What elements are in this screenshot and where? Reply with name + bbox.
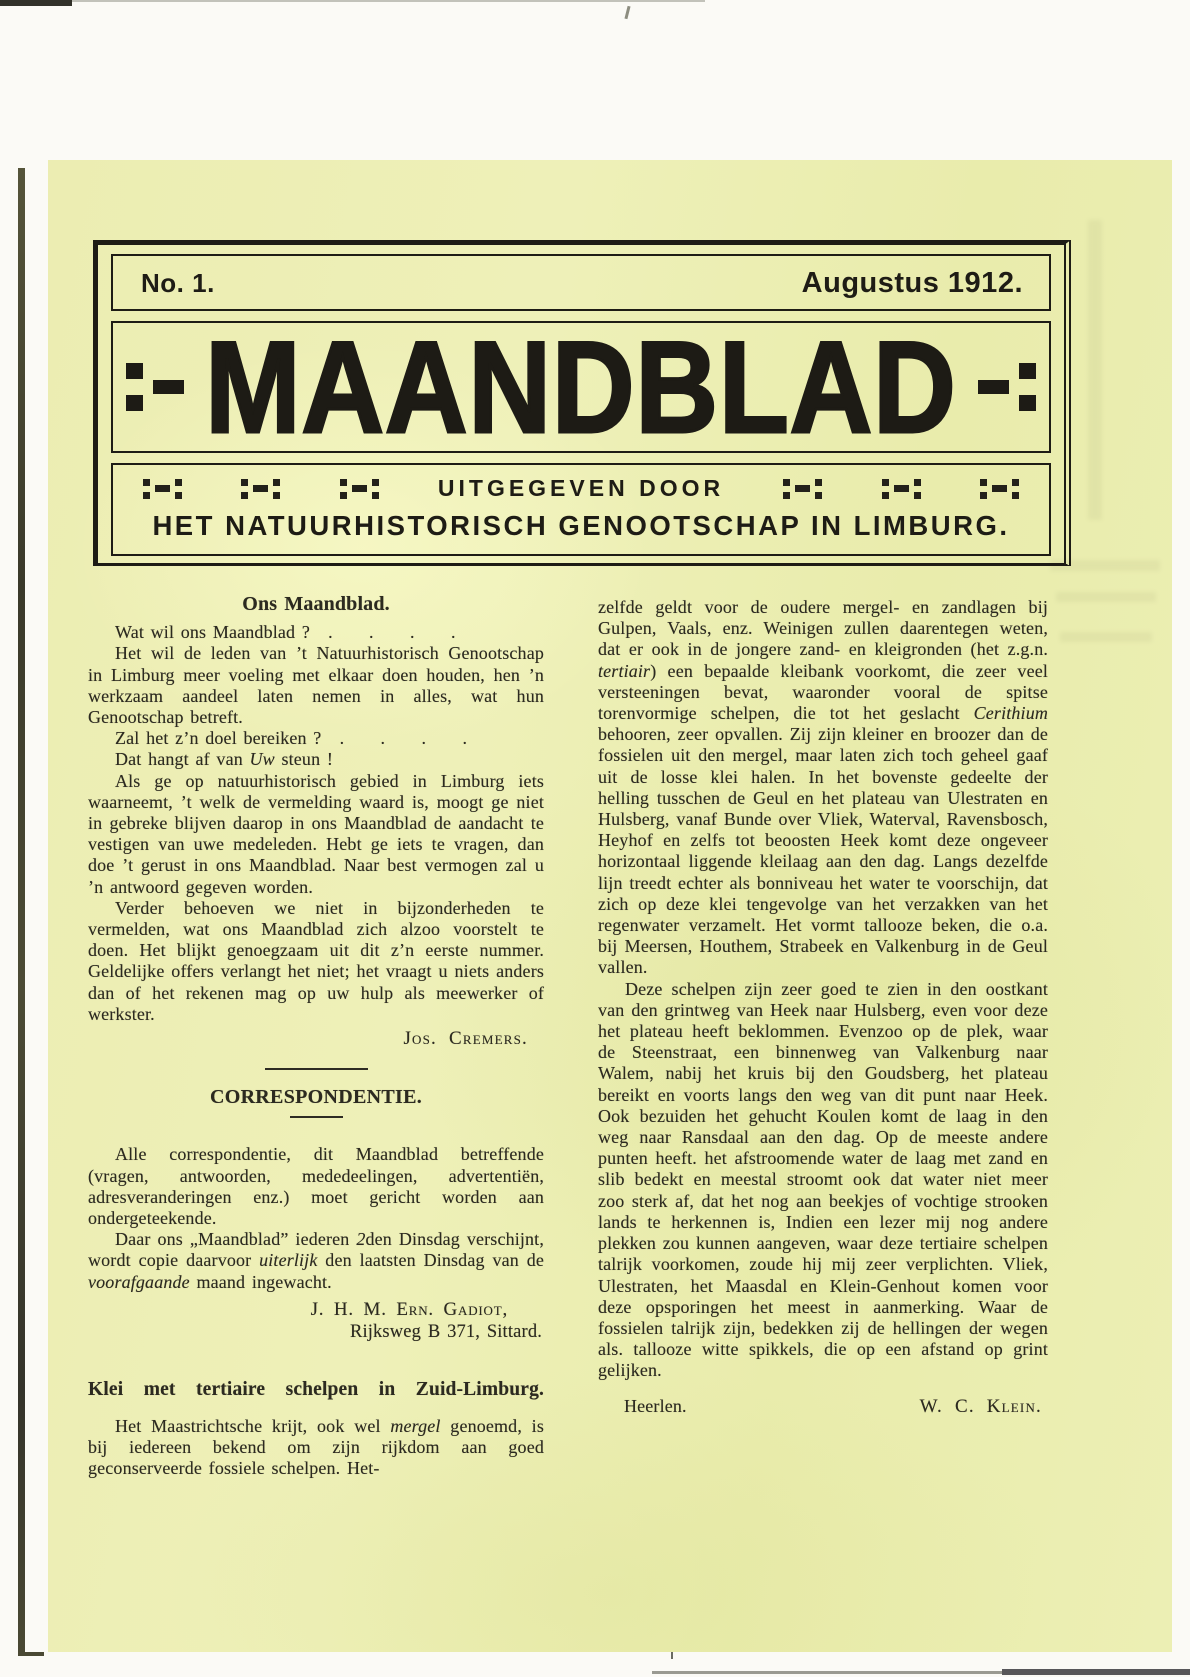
scan-artifact-top-line <box>0 0 705 2</box>
paragraph: Daar ons „Maandblad” iederen 2den Dinsdag verschijnt, wordt copie daarvoor uiterlijk den laatsten Dinsdag van de voorafgaande maand ingewacht. <box>88 1229 544 1292</box>
paragraph: Zal het z’n doel bereiken ? . . . . <box>115 728 468 749</box>
issued-by-row <box>129 475 1033 502</box>
article-title: Ons Maandblad. <box>242 593 390 615</box>
issued-by-label: UITGEGEVEN DOOR <box>437 475 725 501</box>
masthead <box>93 240 1071 566</box>
article-footer <box>598 1396 1048 1417</box>
scanned-page <box>48 160 1172 1652</box>
scan-artifact-mark <box>624 6 630 19</box>
signature: W. C. Klein. <box>919 1395 1042 1417</box>
paragraph: Alle correspondentie, dit Maandblad betreffende (vragen, antwoorden, mededeelingen, advertentiën, adresveranderingen enz.) moet gericht worden aan ondergeteekende. <box>88 1144 544 1229</box>
show-through-mark <box>1088 220 1102 520</box>
issue-date: Augustus 1912. <box>801 267 1023 299</box>
article-title: CORRESPONDENTIE. <box>209 1086 423 1109</box>
masthead-title: MAANDBLAD <box>205 314 957 460</box>
scan-artifact-bottom-bar <box>1002 1669 1190 1675</box>
paragraph: Deze schelpen zijn zeer goed te zien in den oostkant van den grintweg van Heek naar Hulsberg, even voor deze het plateau heeft beklommen. Evenzoo op de plek, waar de Steenstraat, een binnenweg van Valkenburg naar Walem, nabij het kruis bij den Goudsberg, het plateau bereikt en voorts langs den weg van dit punt naar Heek. Ook bezuiden het gehucht Koulen komt de laag in den weg naar Ransdaal aan den dag. Op de meeste andere punten heeft. het afstroomende water de laag met zand en slib bedekt en meestal stroomt ook dat water niet meer zoo sterk af, dat het nog aan beekjes of vochtige strooken lands te herkennen is, Indien een lezer mij nog andere plekken zou kunnen aangeven, waar deze tertiaire schelpen talrijk voorkomen, zoude hij mij zeer verplichten. Vliek, Ulestraten, het Maasdal en Klein-Genhout komen voor deze opsporingen het meest in aanmerking. Waar de fossielen talrijk zijn, bedekken zij de hellingen der wegen als. tallooze witte spikkels, die op een afstand op grint gelijken. <box>598 978 1048 1381</box>
scan-spine-foot <box>24 1652 44 1656</box>
issue-line-box <box>111 254 1051 311</box>
show-through-mark <box>1060 632 1152 642</box>
paragraph: Dat hangt af van Uw steun ! <box>115 749 334 770</box>
colon-dash-colon-icon <box>882 479 921 499</box>
dash-colon-icon <box>978 363 1036 411</box>
colon-dash-colon-icon <box>340 479 379 499</box>
publisher-name: HET NATUURHISTORISCH GENOOTSCHAP IN LIMBURG. <box>152 510 1010 541</box>
scan-artifact-top-bar <box>0 0 72 6</box>
divider-rule <box>265 1068 368 1070</box>
signature: Jos. Cremers. <box>403 1028 528 1050</box>
masthead-title-wrap <box>205 314 957 460</box>
scan-artifact-bottom-line <box>652 1671 1004 1674</box>
issue-number: No. 1. <box>141 268 215 298</box>
colon-dash-icon <box>126 363 184 411</box>
divider-rule <box>290 1116 343 1118</box>
paragraph: zelfde geldt voor de oudere mergel- en zandlagen bij Gulpen, Vaals, enz. Weinigen zullen daarentegen weten, dat er ook in de jongere zand- en kleigronden (het z.g.n. tertiair) een bepaalde kleibank voorkomt, die zeer veel versteeningen bevat, waaronder vooral de spitse torenvormige schelpen, die tot het geslacht Cerithium behooren, zeer opvallen. Zij zijn kleiner en broozer dan de fossielen uit den mergel, maar laten zich toch geheel gaaf uit de losse klei halen. In het bovenste gedeelte der helling tusschen de Geul en het plateau van Ulestraten en Hulsberg, vanaf Bunde over Vliek, Waterval, Ravensbosch, Heyhof en zelfs tot beoosten Heek komt deze ongeveer horizontaal liggende kleilaag aan den dag. Langs dezelfde lijn treedt echter als bonniveau het water te voorschijn, dat zich op deze klei tengevolge van het verzakken van het regenwater verzamelt. Het vormt tallooze beken, die o.a. bij Meersen, Houthem, Strabeek en Valkenburg in de Geul vallen. <box>598 597 1048 978</box>
place-line: Heerlen. <box>624 1395 687 1416</box>
paragraph: Het Maastrichtsche krijt, ook wel mergel genoemd, is bij iedereen bekend om zijn rijkdom aan goed geconserveerde fossiele schelpen. Het- <box>88 1415 544 1478</box>
publisher-box <box>111 463 1051 556</box>
right-column <box>598 597 1048 1417</box>
scan-spine-shadow <box>18 168 25 1656</box>
colon-dash-colon-icon <box>241 479 280 499</box>
title-box <box>111 314 1051 460</box>
signature-name: J. H. M. Ern. Gadiot, <box>310 1298 508 1320</box>
paragraph: Het wil de leden van ’t Natuurhistorisch Genootschap in Limburg meer voeling met elkaar doen houden, hen ’n werkzaam aandeel laten nemen in alles, wat hun Genootschap betreft. <box>88 643 544 728</box>
show-through-mark <box>1056 592 1156 602</box>
paragraph: Als ge op natuurhistorisch gebied in Limburg iets waarneemt, ’t welk de vermelding waard is, moogt ge niet in gebreke blijven daarop in ons Maandblad de aandacht te vestigen van uwe medeleden. Hebt ge iets te vragen, dan doe ’t gerust in ons Maandblad. Naar best vermogen zal u ’n antwoord gegeven worden. <box>88 770 544 897</box>
colon-dash-colon-icon <box>783 479 822 499</box>
colon-dash-colon-icon <box>980 479 1019 499</box>
left-column <box>88 594 544 1479</box>
signature-address: Rijksweg B 371, Sittard. <box>349 1322 542 1343</box>
colon-dash-colon-icon <box>143 479 182 499</box>
paragraph: Verder behoeven we niet in bijzonderheden te vermelden, wat ons Maandblad zich alzoo voorstelt te doen. Het blijkt genoegzaam uit dit z’n eerste nummer. Geldelijke offers verlangt het niet; het vraagt u niets anders dan of het rekenen mag op uw hulp als meewerker of werkster. <box>88 897 544 1024</box>
article-title: Klei met tertiaire schelpen in Zuid-Limburg. <box>88 1379 544 1401</box>
paragraph: Wat wil ons Maandblad ? . . . . <box>115 622 456 643</box>
